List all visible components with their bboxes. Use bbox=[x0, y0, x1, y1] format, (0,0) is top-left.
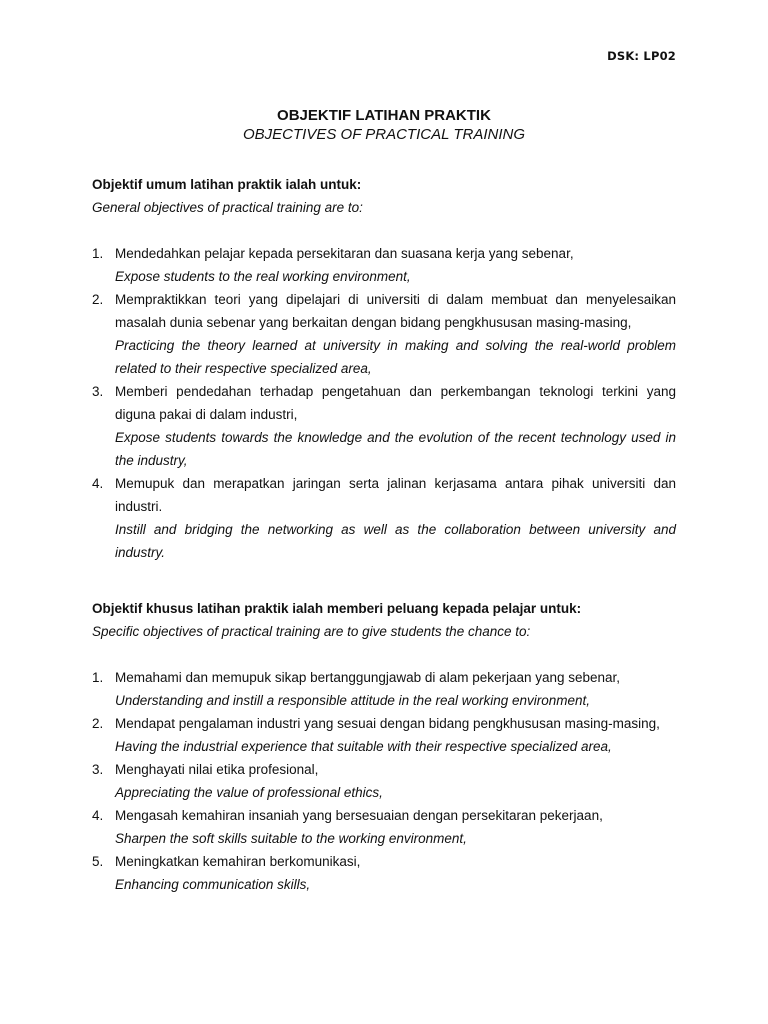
item-text-en: Enhancing communication skills, bbox=[115, 877, 311, 892]
item-text-ms: Memahami dan memupuk sikap bertanggungjawab di alam pekerjaan yang sebenar, bbox=[115, 670, 621, 685]
item-number: 2. bbox=[92, 292, 104, 307]
item-text-ms: Memberi pendedahan terhadap pengetahuan dan perkembangan teknologi terkini yang diguna pakai di dalam industri, bbox=[115, 384, 676, 422]
list-item bbox=[92, 758, 676, 804]
item-text-ms: Mempraktikkan teori yang dipelajari di universiti di dalam membuat dan menyelesaikan masalah dunia sebenar yang berkaitan dengan bidang pengkhususan masing-masing, bbox=[115, 292, 676, 330]
list-item bbox=[92, 242, 676, 288]
item-text-ms: Mendapat pengalaman industri yang sesuai dengan bidang pengkhususan masing-masing, bbox=[115, 716, 660, 731]
general-objectives-list bbox=[92, 242, 676, 564]
item-text-en: Understanding and instill a responsible attitude in the real working environment, bbox=[115, 693, 591, 708]
list-item bbox=[92, 850, 676, 896]
list-item bbox=[92, 712, 676, 758]
specific-objectives-list bbox=[92, 666, 676, 896]
specific-heading-ms: Objektif khusus latihan praktik ialah memberi peluang kepada pelajar untuk: bbox=[92, 601, 582, 616]
item-text-ms: Memupuk dan merapatkan jaringan serta jalinan kerjasama antara pihak universiti dan industri. bbox=[115, 476, 676, 514]
item-text-en: Appreciating the value of professional ethics, bbox=[115, 785, 383, 800]
list-item bbox=[92, 380, 676, 472]
item-text-en: Having the industrial experience that suitable with their respective specialized area, bbox=[115, 739, 612, 754]
item-number: 5. bbox=[92, 854, 104, 869]
item-text-ms: Menghayati nilai etika profesional, bbox=[115, 762, 319, 777]
item-text-ms: Mengasah kemahiran insaniah yang bersesuaian dengan persekitaran pekerjaan, bbox=[115, 808, 603, 823]
page-title: OBJEKTIF LATIHAN PRAKTIK bbox=[277, 107, 491, 124]
item-text-en: Practicing the theory learned at university in making and solving the real-world problem related to their respective specialized area, bbox=[115, 338, 676, 376]
item-number: 4. bbox=[92, 808, 104, 823]
item-number: 1. bbox=[92, 670, 104, 685]
document-code: DSK: LP02 bbox=[607, 49, 676, 63]
specific-objectives-section bbox=[92, 597, 676, 896]
specific-heading-en: Specific objectives of practical training are to give students the chance to: bbox=[92, 624, 531, 639]
item-number: 2. bbox=[92, 716, 104, 731]
item-text-en: Expose students towards the knowledge and the evolution of the recent technology used in the industry, bbox=[115, 430, 676, 468]
item-text-en: Expose students to the real working environment, bbox=[115, 269, 411, 284]
item-number: 3. bbox=[92, 762, 104, 777]
list-item bbox=[92, 472, 676, 564]
general-heading-ms: Objektif umum latihan praktik ialah untuk: bbox=[92, 177, 362, 192]
item-number: 1. bbox=[92, 246, 104, 261]
item-number: 3. bbox=[92, 384, 104, 399]
item-text-en: Instill and bridging the networking as well as the collaboration between university and industry. bbox=[115, 522, 676, 560]
list-item bbox=[92, 804, 676, 850]
item-text-en: Sharpen the soft skills suitable to the working environment, bbox=[115, 831, 467, 846]
item-text-ms: Meningkatkan kemahiran berkomunikasi, bbox=[115, 854, 361, 869]
list-item bbox=[92, 288, 676, 380]
item-text-ms: Mendedahkan pelajar kepada persekitaran dan suasana kerja yang sebenar, bbox=[115, 246, 574, 261]
item-number: 4. bbox=[92, 476, 104, 491]
page-subtitle: OBJECTIVES OF PRACTICAL TRAINING bbox=[243, 126, 525, 143]
title-block bbox=[92, 106, 676, 144]
general-heading-en: General objectives of practical training are to: bbox=[92, 200, 363, 215]
list-item bbox=[92, 666, 676, 712]
general-objectives-section bbox=[92, 173, 676, 564]
